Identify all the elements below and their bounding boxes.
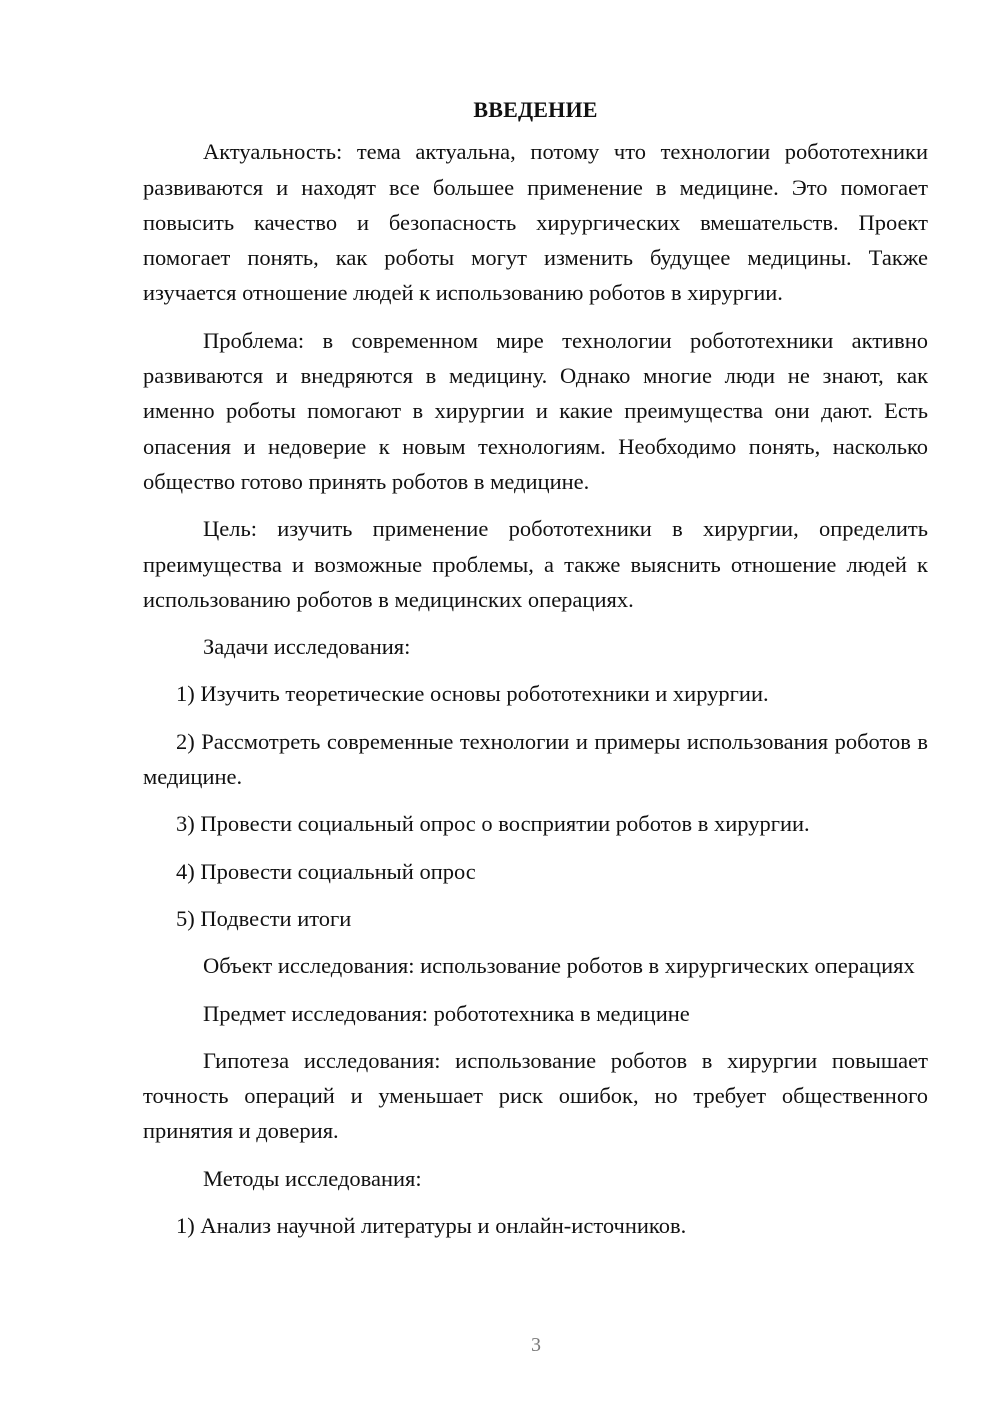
task-item-4: 4) Провести социальный опрос	[176, 858, 476, 884]
task-item-2: 2) Рассмотреть современные технологии и примеры использования роботов в медицине.	[143, 728, 928, 790]
task-item-3: 3) Провести социальный опрос о восприятии роботов в хирургии.	[176, 811, 810, 837]
methods-heading: Методы исследования:	[203, 1165, 422, 1191]
subject-paragraph: Предмет исследования: робототехника в медицине	[203, 1000, 690, 1026]
method-item-1: 1) Анализ научной литературы и онлайн-источников.	[176, 1213, 687, 1239]
goal-paragraph: Цель: изучить применение робототехники в хирургии, определить преимущества и возможные проблемы, а также выяснить отношение людей к использованию роботов в медицинских операциях.	[143, 516, 928, 612]
problem-paragraph: Проблема: в современном мире технологии робототехники активно развиваются и внедряются в медицину. Однако многие люди не знают, как именно роботы помогают в хирургии и какие преимущества они дают. Есть опасения и недоверие к новым технологиям. Необходимо понять, насколько общество готово принять роботов в медицине.	[143, 327, 928, 494]
relevance-paragraph: Актуальность: тема актуальна, потому что технологии робототехники развиваются и находят все большее применение в медицине. Это помогает повысить качество и безопасность хирургических вмешательств. Проект помогает понять, как роботы могут изменить будущее медицины. Также изучается отношение людей к использованию роботов в хирургии.	[143, 139, 928, 306]
task-item-1: 1) Изучить теоретические основы робототехники и хирургии.	[176, 681, 769, 707]
tasks-heading: Задачи исследования:	[203, 634, 411, 660]
page-number: 3	[531, 1334, 541, 1356]
hypothesis-paragraph: Гипотеза исследования: использование роботов в хирургии повышает точность операций и уменьшает риск ошибок, но требует общественного принятия и доверия.	[143, 1047, 928, 1144]
page-content	[143, 92, 928, 1255]
section-title: ВВЕДЕНИЕ	[473, 97, 598, 122]
task-item-5: 5) Подвести итоги	[176, 905, 352, 931]
object-paragraph: Объект исследования: использование роботов в хирургических операциях	[203, 953, 915, 979]
